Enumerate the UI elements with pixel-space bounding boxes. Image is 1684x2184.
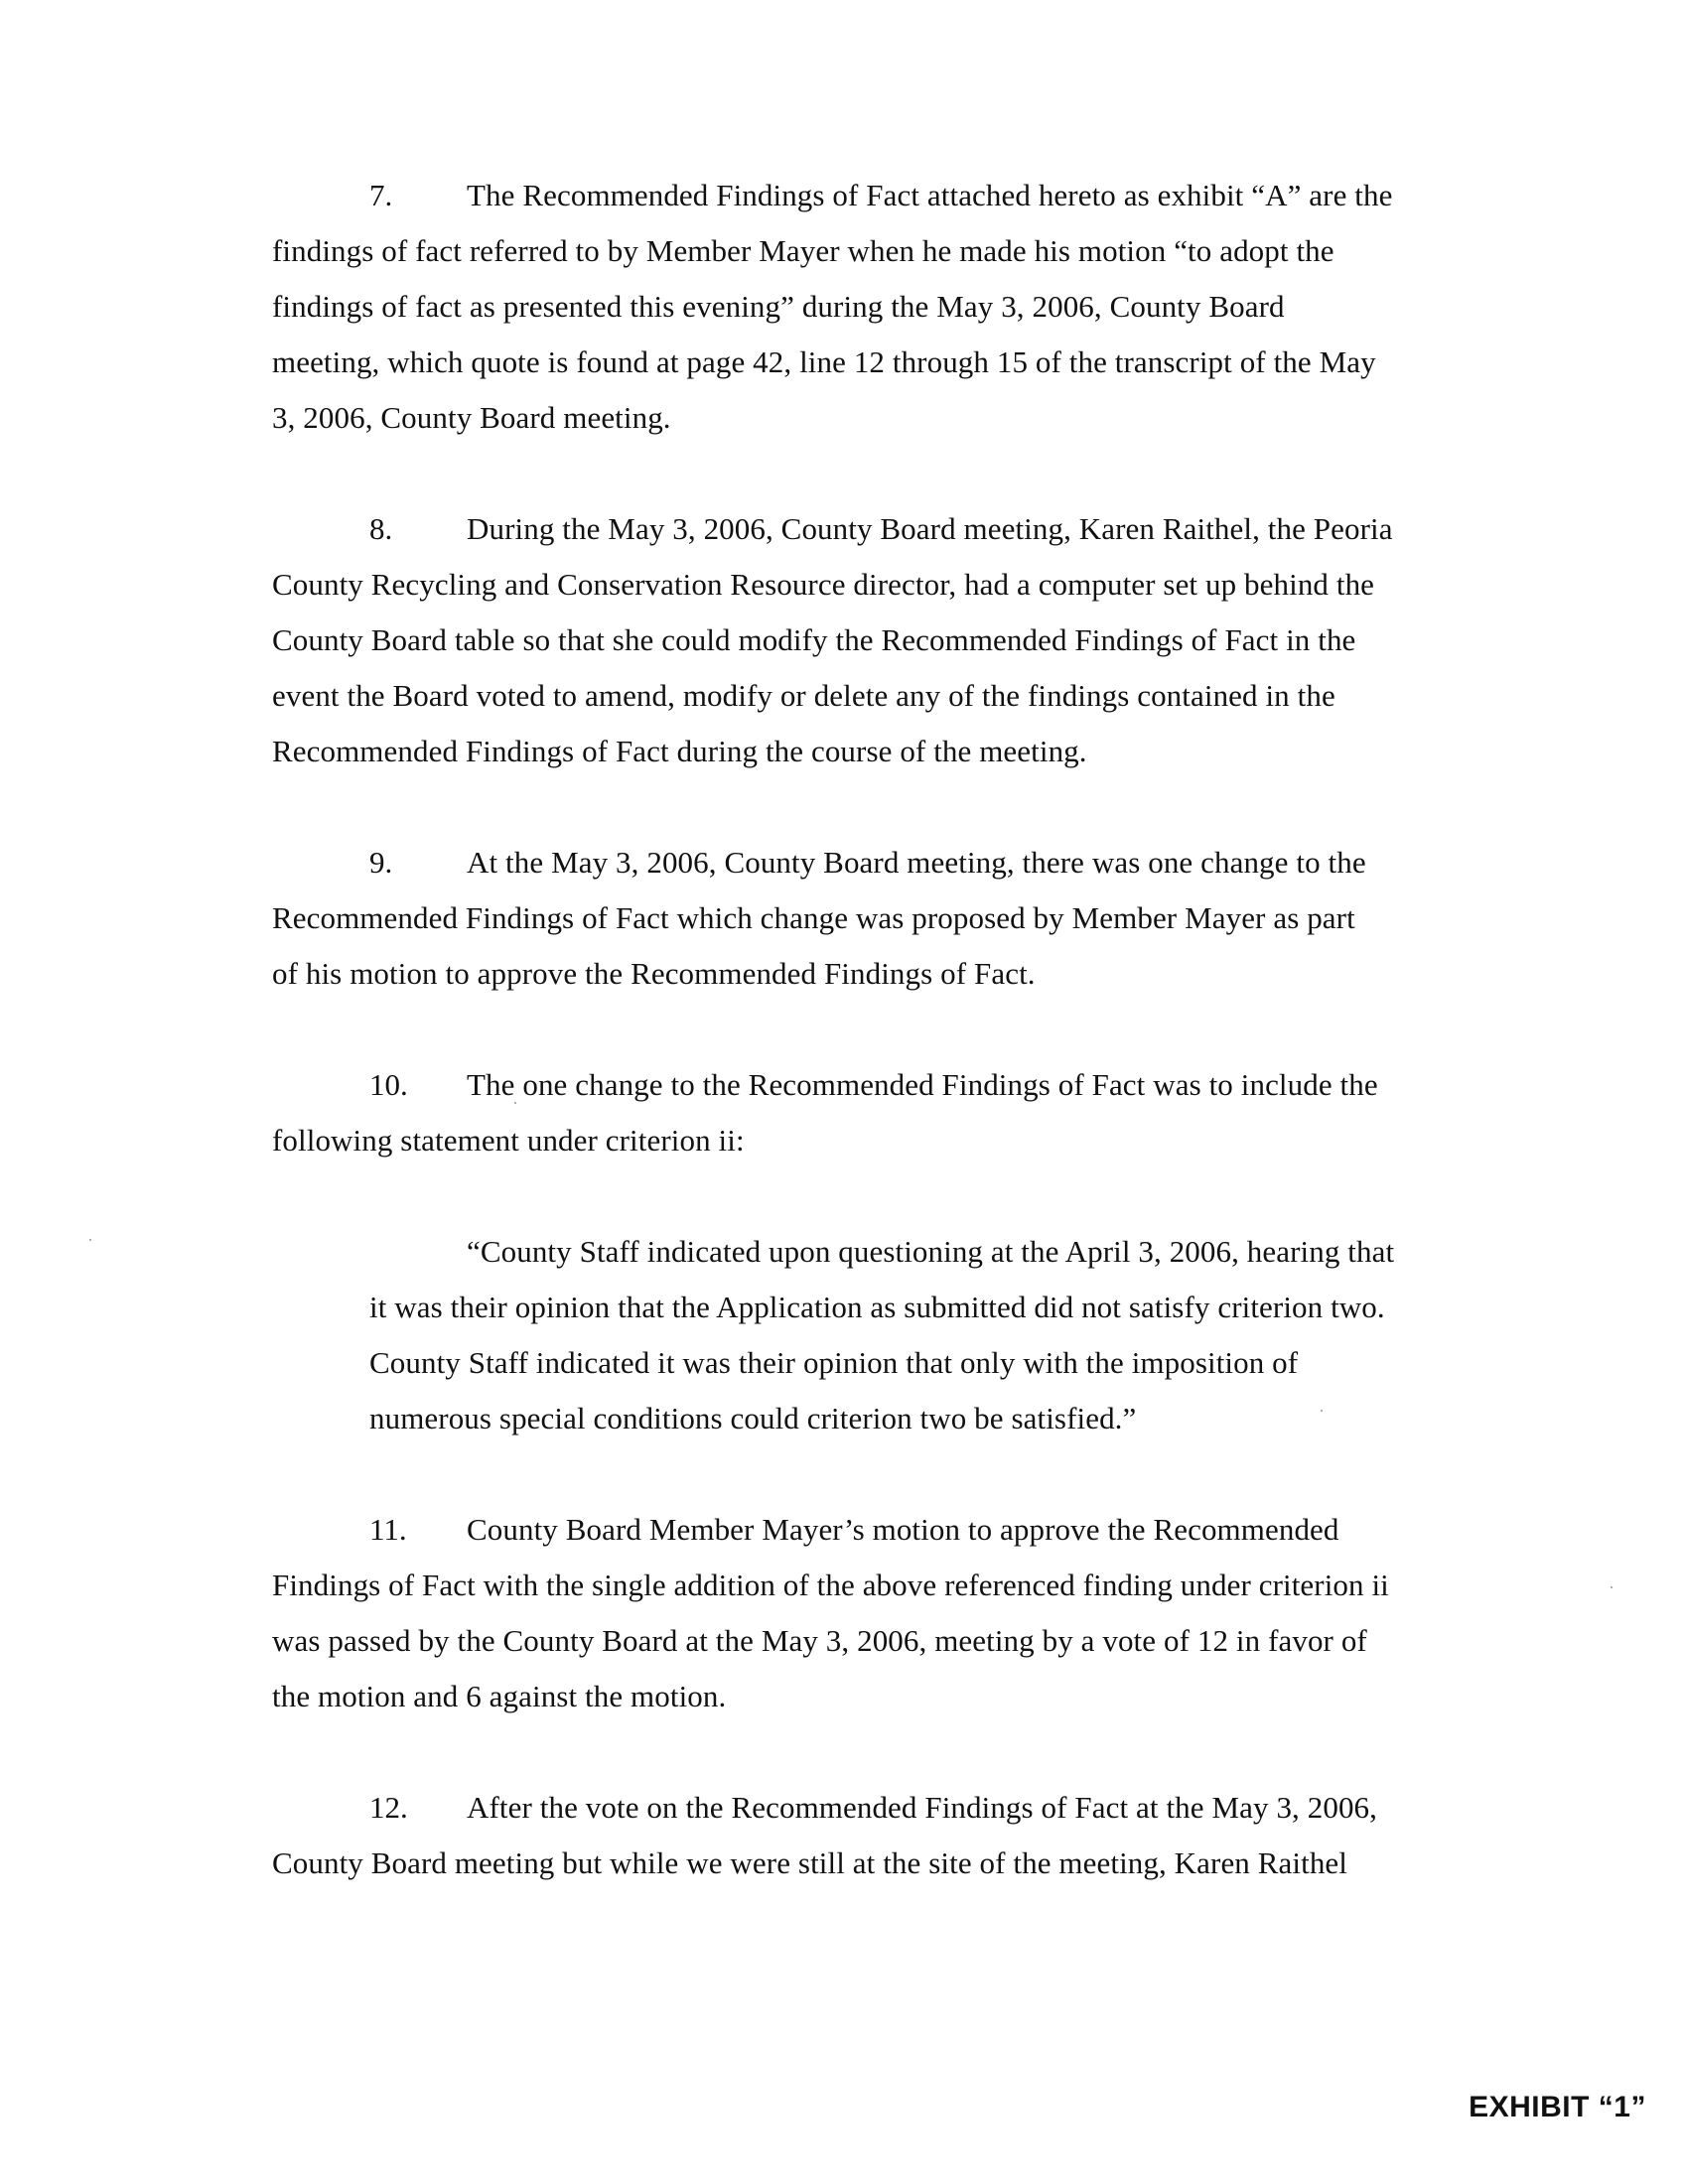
paragraph-number: 11. xyxy=(369,1512,407,1547)
paragraph-number: 10. xyxy=(369,1067,408,1102)
paragraph-line: following statement under criterion ii: xyxy=(272,1123,745,1158)
paragraph-line: During the May 3, 2006, County Board meeting, Karen Raithel, the Peoria xyxy=(467,511,1393,546)
paragraph-line: County Board Member Mayer’s motion to approve the Recommended xyxy=(467,1512,1339,1547)
paragraph-line: meeting, which quote is found at page 42, line 12 through 15 of the transcript of the May xyxy=(272,344,1376,379)
block-quote-line: it was their opinion that the Application as submitted did not satisfy criterion two. xyxy=(369,1290,1385,1324)
paragraph-number: 12. xyxy=(369,1790,408,1825)
block-quote-line: numerous special conditions could criterion two be satisfied.” xyxy=(369,1401,1137,1435)
paragraph-number: 8. xyxy=(369,511,393,546)
paragraph-line: County Recycling and Conservation Resource director, had a computer set up behind the xyxy=(272,567,1375,602)
paragraph-line: event the Board voted to amend, modify or delete any of the findings contained in the xyxy=(272,678,1335,713)
paragraph-line: The Recommended Findings of Fact attached hereto as exhibit “A” are the xyxy=(467,178,1393,212)
paragraph-line: 3, 2006, County Board meeting. xyxy=(272,400,671,435)
paragraph-line: Recommended Findings of Fact during the course of the meeting. xyxy=(272,734,1087,768)
scan-speck xyxy=(1611,1586,1613,1588)
block-quote-line: County Staff indicated it was their opinion that only with the imposition of xyxy=(369,1345,1299,1380)
paragraph-number: 9. xyxy=(369,845,393,880)
block-quote-line: “County Staff indicated upon questioning at the April 3, 2006, hearing that xyxy=(467,1234,1395,1269)
paragraph-line: After the vote on the Recommended Findings of Fact at the May 3, 2006, xyxy=(467,1790,1378,1825)
paragraph-line: At the May 3, 2006, County Board meeting, there was one change to the xyxy=(467,845,1366,880)
paragraph-number: 7. xyxy=(369,178,393,212)
exhibit-label: EXHIBIT “1” xyxy=(1469,2091,1646,2123)
paragraph-line: findings of fact as presented this evening” during the May 3, 2006, County Board xyxy=(272,289,1285,324)
paragraph-line: was passed by the County Board at the May 3, 2006, meeting by a vote of 12 in favor of xyxy=(272,1623,1367,1658)
paragraph-line: County Board table so that she could modify the Recommended Findings of Fact in the xyxy=(272,622,1356,657)
scan-speck xyxy=(514,1102,516,1104)
paragraph-line: Recommended Findings of Fact which change was proposed by Member Mayer as part xyxy=(272,900,1355,935)
paragraph-line: of his motion to approve the Recommended Findings of Fact. xyxy=(272,956,1036,991)
scan-speck xyxy=(89,1239,91,1241)
scan-speck xyxy=(1321,1410,1323,1412)
paragraph-line: Findings of Fact with the single addition of the above referenced finding under criterion ii xyxy=(272,1568,1389,1602)
paragraph-line: County Board meeting but while we were still at the site of the meeting, Karen Raithel xyxy=(272,1845,1347,1880)
paragraph-line: the motion and 6 against the motion. xyxy=(272,1679,727,1713)
paragraph-line: The one change to the Recommended Findings of Fact was to include the xyxy=(467,1067,1378,1102)
paragraph-line: findings of fact referred to by Member Mayer when he made his motion “to adopt the xyxy=(272,233,1334,268)
